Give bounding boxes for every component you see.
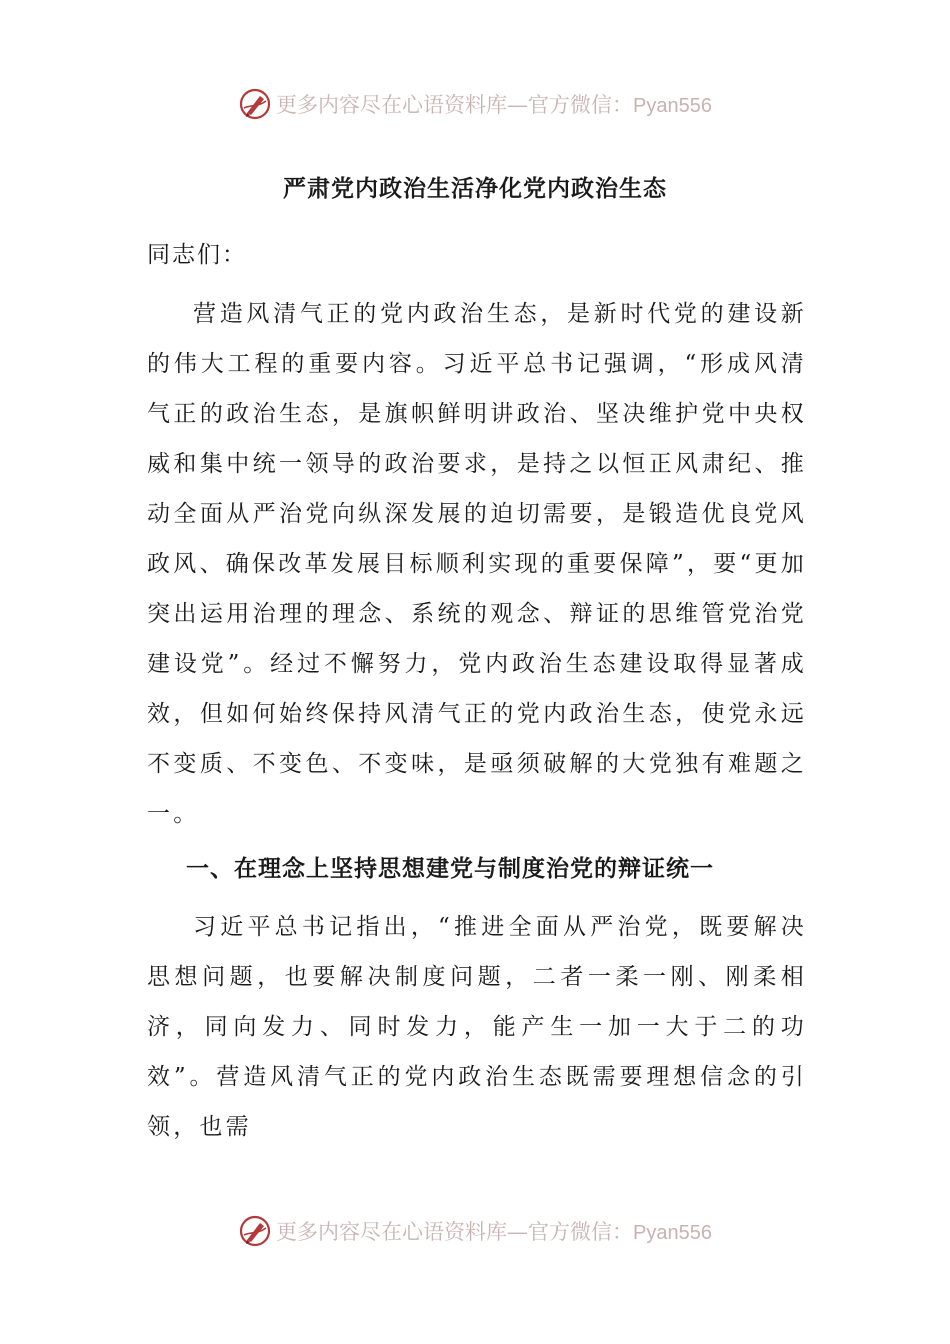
watermark-text: 更多内容尽在心语资料库—官方微信：Pyan556 <box>276 93 712 117</box>
salutation: 同志们： <box>147 242 247 268</box>
pen-logo-icon <box>238 87 272 121</box>
paragraph-2: 习近平总书记指出，“推进全面从严治党，既要解决思想问题，也要解决制度问题，二者一柔一刚、刚柔相济，同向发力、同时发力，能产生一加一大于二的功效”。营造风清气正的党内政治生态既需要理想信念的引领，也需 <box>147 914 807 1140</box>
paragraph-1: 营造风清气正的党内政治生态，是新时代党的建设新的伟大工程的重要内容。习近平总书记强调，“形成风清气正的政治生态，是旗帜鲜明讲政治、坚决维护党中央权威和集中统一领导的政治要求，是持之以恒正风肃纪、推动全面从严治党向纵深发展的迫切需要，是锻造优良党风政风、确保改革发展目标顺利实现的重要保障”，要“更加突出运用治理的理念、系统的观念、辩证的思维管党治党建设党”。经过不懈努力，党内政治生态建设取得显著成效，但如何始终保持风清气正的党内政治生态，使党永远不变质、不变色、不变味，是亟须破解的大党独有难题之一。 <box>147 301 807 827</box>
footer-watermark <box>0 1209 950 1253</box>
pen-logo-icon <box>238 1214 272 1248</box>
section-heading-1: 一、在理念上坚持思想建党与制度治党的辩证统一 <box>186 856 714 882</box>
watermark-text: 更多内容尽在心语资料库—官方微信：Pyan556 <box>276 1220 712 1244</box>
header-watermark <box>0 82 950 126</box>
document-title: 严肃党内政治生活净化党内政治生态 <box>283 176 667 202</box>
